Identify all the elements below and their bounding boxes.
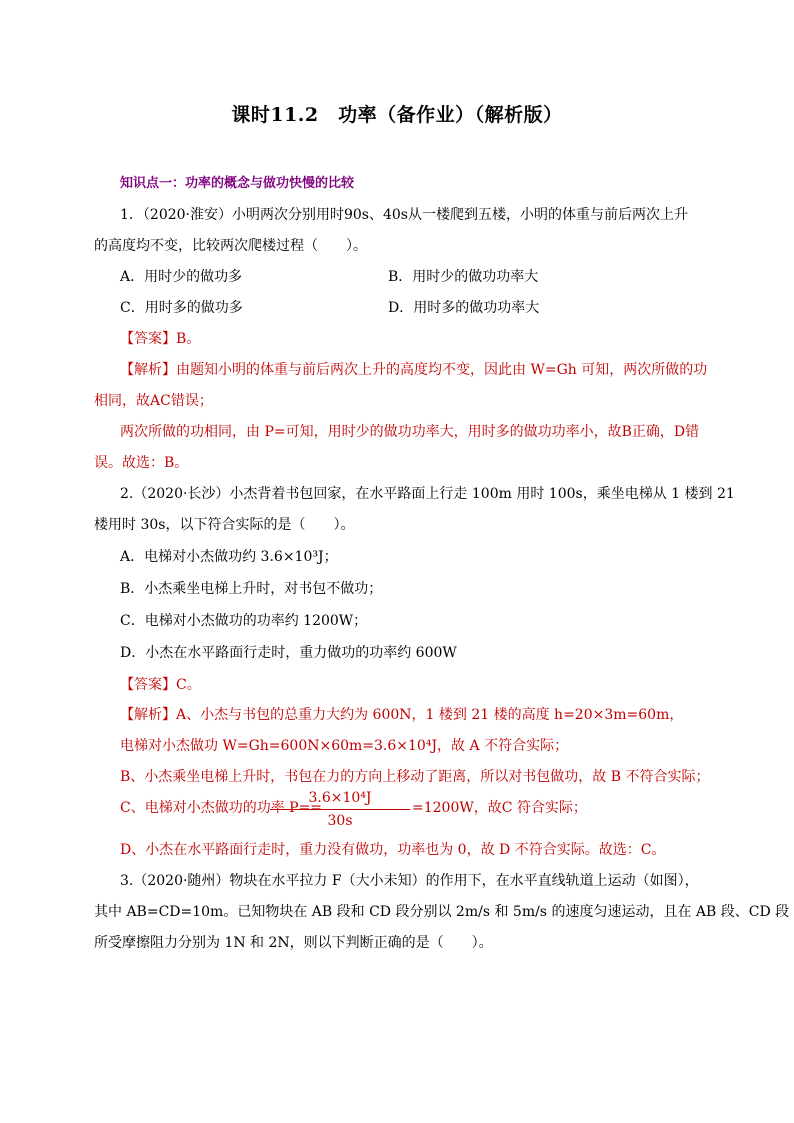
- q1-answer: 【答案】B。: [120, 331, 201, 347]
- q1-analysis-line2: 相同，故AC错误；: [94, 393, 213, 409]
- q2-analysis-line3: B、小杰乘坐电梯上升时，书包在力的方向上移动了距离，所以对书包做功，故 B 不符合实际；: [120, 769, 710, 785]
- q1-stem-line2: 的高度均不变，比较两次爬楼过程（ ）。: [94, 238, 367, 254]
- q1-option-a: A．用时少的做功多: [120, 269, 243, 285]
- q2-stem-line2: 楼用时 30s，以下符合实际的是（ ）。: [94, 517, 355, 533]
- q3-stem-line3: 所受摩擦阻力分别为 1N 和 2N，则以下判断正确的是（ ）。: [94, 935, 493, 951]
- q1-analysis-line3: 两次所做的功相同，由 P=可知，用时少的做功功率大，用时多的做功功率小，故B正确，D错: [120, 424, 700, 440]
- q1-stem-line1: 1．（2020·淮安）小明两次分别用时90s、40s从一楼爬到五楼，小明的体重与前后两次上升: [120, 207, 688, 223]
- q2-analysis-line2: 电梯对小杰做功 W=Gh=600N×60m=3.6×10⁴J，故 A 不符合实际；: [120, 738, 569, 754]
- section-heading: 知识点一：功率的概念与做功快慢的比较: [120, 176, 355, 191]
- q2-option-a: A．电梯对小杰做功约 3.6×10³J；: [120, 549, 338, 565]
- q2-analysis-line5: D、小杰在水平路面行走时，重力没有做功，功率也为 0，故 D 不符合实际。故选：C。: [120, 842, 666, 858]
- q2-stem-line1: 2.（2020·长沙）小杰背着书包回家，在水平路面上行走 100m 用时 100s，乘坐电梯从 1 楼到 21: [120, 486, 735, 502]
- q1-analysis-line4: 误。故选：B。: [94, 455, 189, 471]
- fraction-denominator: 30s: [327, 813, 353, 829]
- fraction-numerator: 3.6×10⁴J: [270, 789, 410, 810]
- q1-option-d: D．用时多的做功功率大: [388, 300, 540, 316]
- q1-option-b: B．用时少的做功功率大: [388, 269, 539, 285]
- q2-option-c: C．电梯对小杰做功的功率约 1200W；: [120, 613, 368, 629]
- q3-stem-line2: 其中 AB=CD=10m。已知物块在 AB 段和 CD 段分别以 2m/s 和 5m/s 的速度匀速运动，且在 AB 段、CD 段: [94, 904, 790, 920]
- q2-analysis-line1: 【解析】A、小杰与书包的总重力大约为 600N，1 楼到 21 楼的高度 h=20×3m=60m，: [120, 707, 684, 723]
- q2-option-b: B．小杰乘坐电梯上升时，对书包不做功；: [120, 581, 383, 597]
- q1-analysis-line1: 【解析】由题知小明的体重与前后两次上升的高度均不变，因此由 W=Gh 可知，两次所做的功: [120, 362, 708, 378]
- q3-stem-line1: 3.（2020·随州）物块在水平拉力 F（大小未知）的作用下，在水平直线轨道上运动（如图），: [120, 873, 699, 889]
- q2-answer: 【答案】C。: [120, 677, 201, 693]
- q2-power-fraction: [270, 789, 410, 830]
- page-title: 课时11.2 功率（备作业）（解析版）: [231, 104, 563, 126]
- q1-option-c: C．用时多的做功多: [120, 300, 243, 316]
- q2-analysis-line4-suffix: =1200W，故C 符合实际；: [412, 800, 587, 816]
- q2-analysis-line4-prefix: C、电梯对小杰做功的功率 P==: [120, 800, 323, 816]
- q2-option-d: D．小杰在水平路面行走时，重力做功的功率约 600W: [120, 645, 457, 661]
